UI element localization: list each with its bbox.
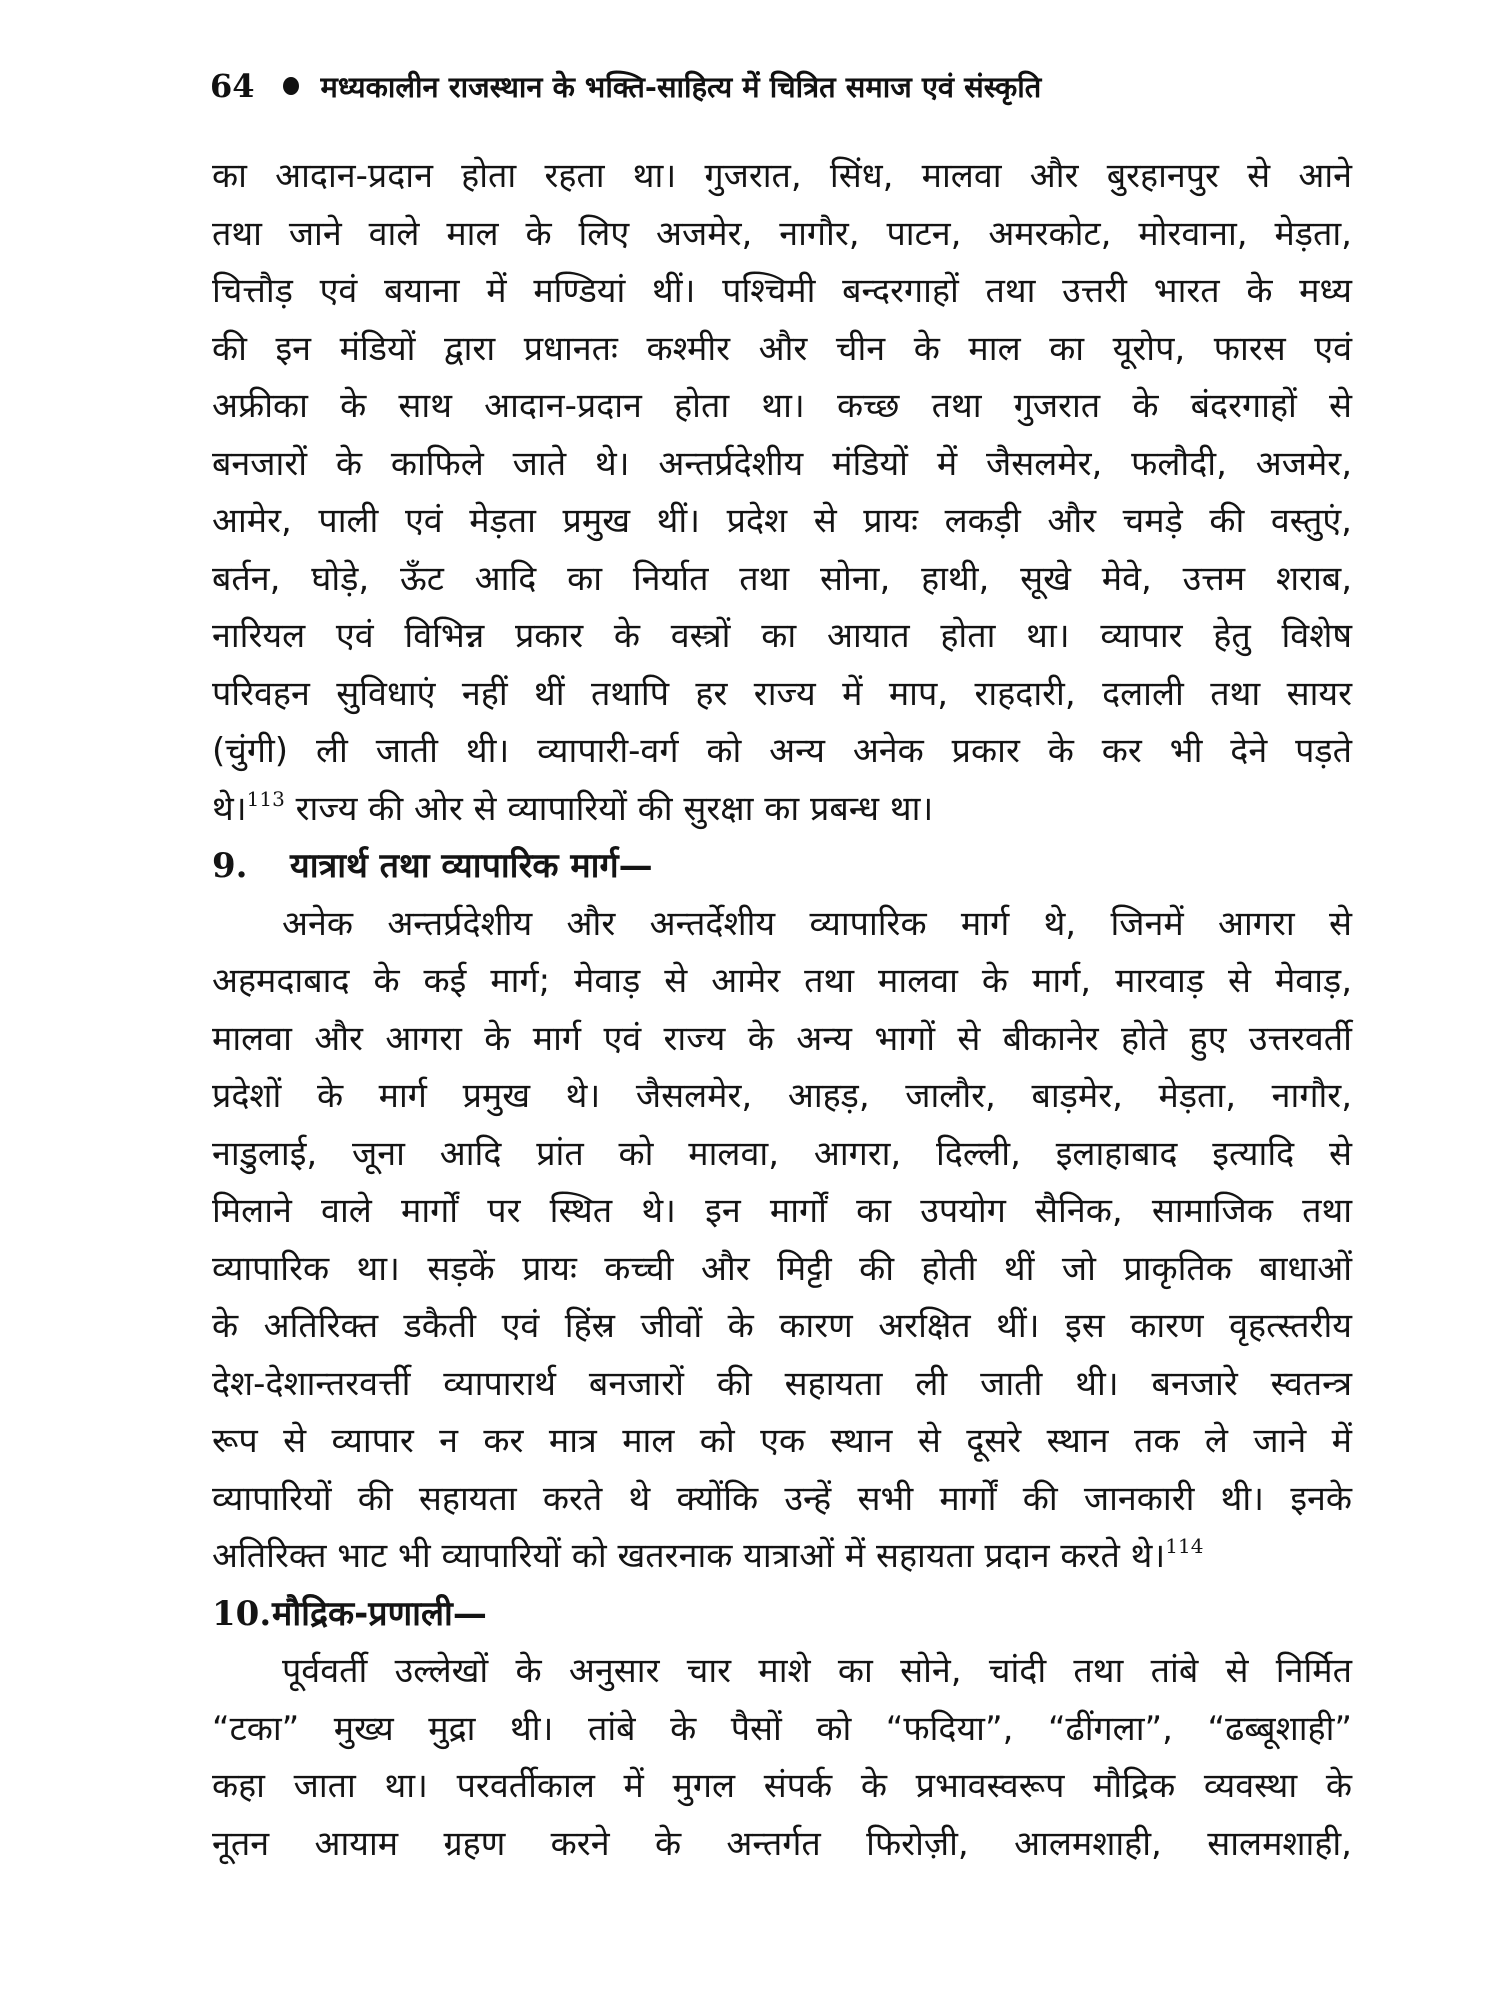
text-line: का आदान-प्रदान होता रहता था। गुजरात, सिंध, मालवा और बुरहानपुर से आने bbox=[212, 156, 1352, 196]
section-heading-10 bbox=[212, 1586, 1352, 1644]
text-line: मालवा और आगरा के मार्ग एवं राज्य के अन्य भागों से बीकानेर होते हुए उत्तरवर्ती bbox=[212, 1018, 1352, 1059]
text-line: आमेर, पाली एवं मेड़ता प्रमुख थीं। प्रदेश से प्रायः लकड़ी और चमड़े की वस्तुएं, bbox=[212, 501, 1352, 541]
bullet-icon bbox=[283, 77, 299, 95]
running-title: मध्यकालीन राजस्थान के भक्ति-साहित्य में चित्रित समाज एवं संस्कृति bbox=[320, 69, 1042, 104]
section-number: 9. bbox=[212, 846, 248, 886]
text-line: प्रदेशों के मार्ग प्रमुख थे। जैसलमेर, आहड़, जालौर, बाड़मेर, मेड़ता, नागौर, bbox=[212, 1076, 1352, 1116]
text-line: तथा जाने वाले माल के लिए अजमेर, नागौर, पाटन, अमरकोट, मोरवाना, मेड़ता, bbox=[212, 213, 1352, 254]
footnote-marker[interactable]: 114 bbox=[1165, 1534, 1204, 1558]
text-line-last bbox=[212, 781, 1352, 839]
text-line: बर्तन, घोड़े, ऊँट आदि का निर्यात तथा सोना, हाथी, सूखे मेवे, उत्तम शराब, bbox=[212, 558, 1352, 599]
page-number: 64 bbox=[210, 67, 255, 105]
text-line: (चुंगी) ली जाती थी। व्यापारी-वर्ग को अन्य अनेक प्रकार के कर भी देने पड़ते bbox=[212, 731, 1352, 771]
text-line-last bbox=[212, 1528, 1352, 1586]
section-title: मौद्रिक-प्रणाली— bbox=[272, 1593, 487, 1634]
text-line: नारियल एवं विभिन्न प्रकार के वस्त्रों का आयात होता था। व्यापार हेतु विशेष bbox=[212, 616, 1352, 656]
text-line: रूप से व्यापार न कर मात्र माल को एक स्थान से दूसरे स्थान तक ले जाने में bbox=[212, 1421, 1352, 1461]
running-header bbox=[210, 56, 1310, 116]
body-text bbox=[212, 148, 1352, 1873]
text-span: अतिरिक्त भाट भी व्यापारियों को खतरनाक यात्राओं में सहायता प्रदान करते थे। bbox=[212, 1536, 1166, 1576]
text-line: के अतिरिक्त डकैती एवं हिंस्र जीवों के कारण अरक्षित थीं। इस कारण वृहत्स्तरीय bbox=[212, 1306, 1352, 1346]
text-line: परिवहन सुविधाएं नहीं थीं तथापि हर राज्य में माप, राहदारी, दलाली तथा सायर bbox=[212, 673, 1352, 714]
paragraph-trade-markets bbox=[212, 148, 1352, 838]
text-line: व्यापारिक था। सड़कें प्रायः कच्ची और मिट्टी की होती थीं जो प्राकृतिक बाधाओं bbox=[212, 1248, 1352, 1289]
text-line: चित्तौड़ एवं बयाना में मण्डियां थीं। पश्चिमी बन्दरगाहों तथा उत्तरी भारत के मध्य bbox=[212, 271, 1352, 311]
text-line: पूर्ववर्ती उल्लेखों के अनुसार चार माशे का सोने, चांदी तथा तांबे से निर्मित bbox=[282, 1651, 1352, 1691]
text-span: थे। bbox=[212, 788, 247, 829]
text-line: देश-देशान्तरवर्त्ती व्यापारार्थ बनजारों की सहायता ली जाती थी। बनजारे स्वतन्त्र bbox=[212, 1363, 1352, 1404]
paragraph-monetary-system bbox=[212, 1643, 1352, 1873]
section-title: यात्रार्थ तथा व्यापारिक मार्ग— bbox=[290, 846, 653, 886]
text-line: बनजारों के काफिले जाते थे। अन्तर्प्रदेशीय मंडियों में जैसलमेर, फलौदी, अजमेर, bbox=[212, 443, 1352, 484]
text-line: “टका” मुख्य मुद्रा थी। तांबे के पैसों को “फदिया”, “ढींगला”, “ढब्बूशाही” bbox=[212, 1708, 1352, 1749]
text-span: राज्य की ओर से व्यापारियों की सुरक्षा का प्रबन्ध था। bbox=[284, 788, 934, 829]
text-line: कहा जाता था। परवर्तीकाल में मुगल संपर्क के प्रभावस्वरूप मौद्रिक व्यवस्था के bbox=[212, 1766, 1352, 1806]
text-line: अनेक अन्तर्प्रदेशीय और अन्तर्देशीय व्यापारिक मार्ग थे, जिनमें आगरा से bbox=[282, 903, 1352, 944]
text-line: की इन मंडियों द्वारा प्रधानतः कश्मीर और चीन के माल का यूरोप, फारस एवं bbox=[212, 328, 1352, 369]
text-line: अफ्रीका के साथ आदान-प्रदान होता था। कच्छ तथा गुजरात के बंदरगाहों से bbox=[212, 386, 1352, 426]
paragraph-trade-routes bbox=[212, 896, 1352, 1586]
text-line: मिलाने वाले मार्गों पर स्थित थे। इन मार्गों का उपयोग सैनिक, सामाजिक तथा bbox=[212, 1191, 1352, 1231]
section-heading-9 bbox=[212, 838, 1352, 896]
text-line: अहमदाबाद के कई मार्ग; मेवाड़ से आमेर तथा मालवा के मार्ग, मारवाड़ से मेवाड़, bbox=[212, 961, 1352, 1001]
text-line: नूतन आयाम ग्रहण करने के अन्तर्गत फिरोज़ी, आलमशाही, सालमशाही, bbox=[212, 1823, 1352, 1864]
text-line: नाडुलाई, जूना आदि प्रांत को मालवा, आगरा, दिल्ली, इलाहाबाद इत्यादि से bbox=[212, 1133, 1352, 1174]
text-line: व्यापारियों की सहायता करते थे क्योंकि उन्हें सभी मार्गों की जानकारी थी। इनके bbox=[212, 1478, 1352, 1519]
footnote-marker[interactable]: 113 bbox=[246, 786, 285, 811]
section-number: 10. bbox=[212, 1593, 272, 1634]
